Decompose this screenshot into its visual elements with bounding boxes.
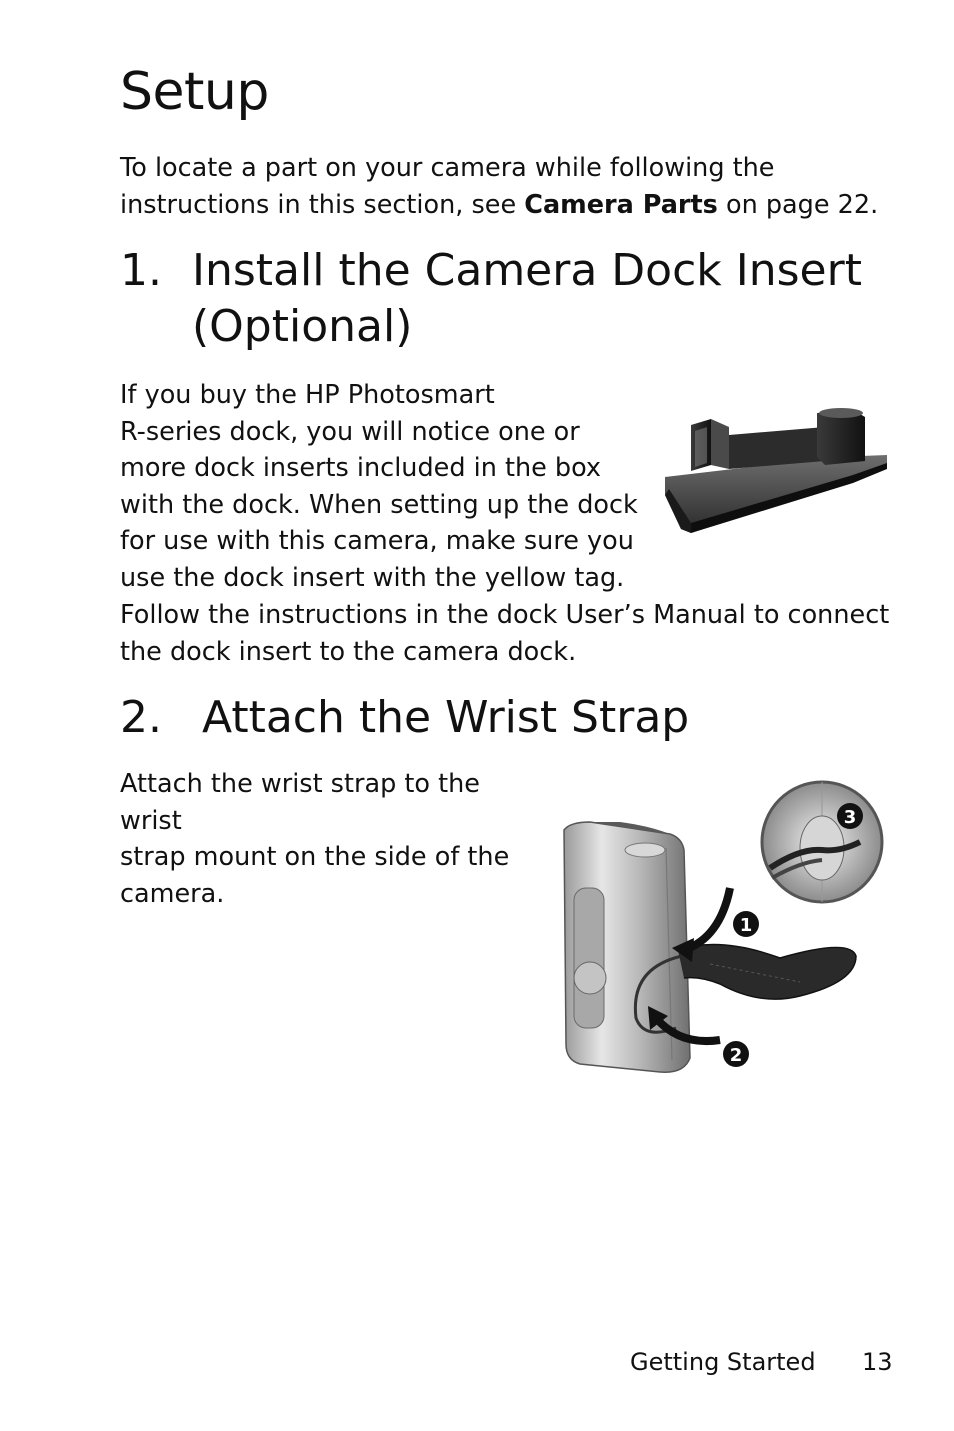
section-1-title-line2: (Optional): [192, 301, 413, 352]
dock-insert-image: [655, 405, 890, 533]
section-1-paragraph: [120, 377, 640, 596]
callout-3: [837, 803, 863, 829]
s1-line-1: If you buy the HP Photosmart: [120, 380, 495, 410]
s1-line-8: the dock insert to the camera dock.: [120, 636, 577, 667]
intro-text-before: To locate a part on your camera while following the instructions in this section, see: [120, 153, 775, 220]
s2-line-2: strap mount on the side of the: [120, 842, 510, 872]
section-2-paragraph: [120, 766, 540, 912]
s1-line-5: for use with this camera, make sure you: [120, 526, 634, 556]
s1-line-7: Follow the instructions in the dock User’s Manual to connect: [120, 600, 890, 630]
section-2-number: 2.: [120, 692, 162, 743]
footer-section-name: Getting Started: [630, 1348, 816, 1376]
section-1-title-line1: Install the Camera Dock Insert: [192, 245, 862, 296]
page-title: Setup: [120, 62, 269, 122]
section-2-heading: [120, 690, 880, 750]
intro-paragraph: [120, 150, 900, 224]
footer-page-number: 13: [862, 1348, 893, 1376]
callout-1: [733, 911, 759, 937]
callout-1-label: 1: [739, 915, 753, 936]
callout-2-label: 2: [729, 1045, 743, 1066]
callout-3-label: 3: [843, 807, 857, 828]
camera-parts-reference: Camera Parts: [524, 190, 718, 220]
section-2-title: Attach the Wrist Strap: [202, 692, 690, 743]
section-1-number: 1.: [120, 245, 162, 296]
s2-line-1: Attach the wrist strap to the wrist: [120, 769, 480, 836]
s1-line-6: use the dock insert with the yellow tag.: [120, 562, 625, 593]
section-1-heading: [120, 243, 880, 363]
wrist-strap-image: [560, 778, 890, 1078]
s1-line-3: more dock inserts included in the box: [120, 453, 602, 483]
s2-line-3: camera.: [120, 878, 225, 909]
callout-2: [723, 1041, 749, 1067]
s1-line-2: R-series dock, you will notice one or: [120, 416, 580, 447]
intro-text-after: on page 22.: [717, 190, 879, 220]
s1-line-4: with the dock. When setting up the dock: [120, 489, 638, 520]
section-1-paragraph-continued: [120, 597, 900, 670]
